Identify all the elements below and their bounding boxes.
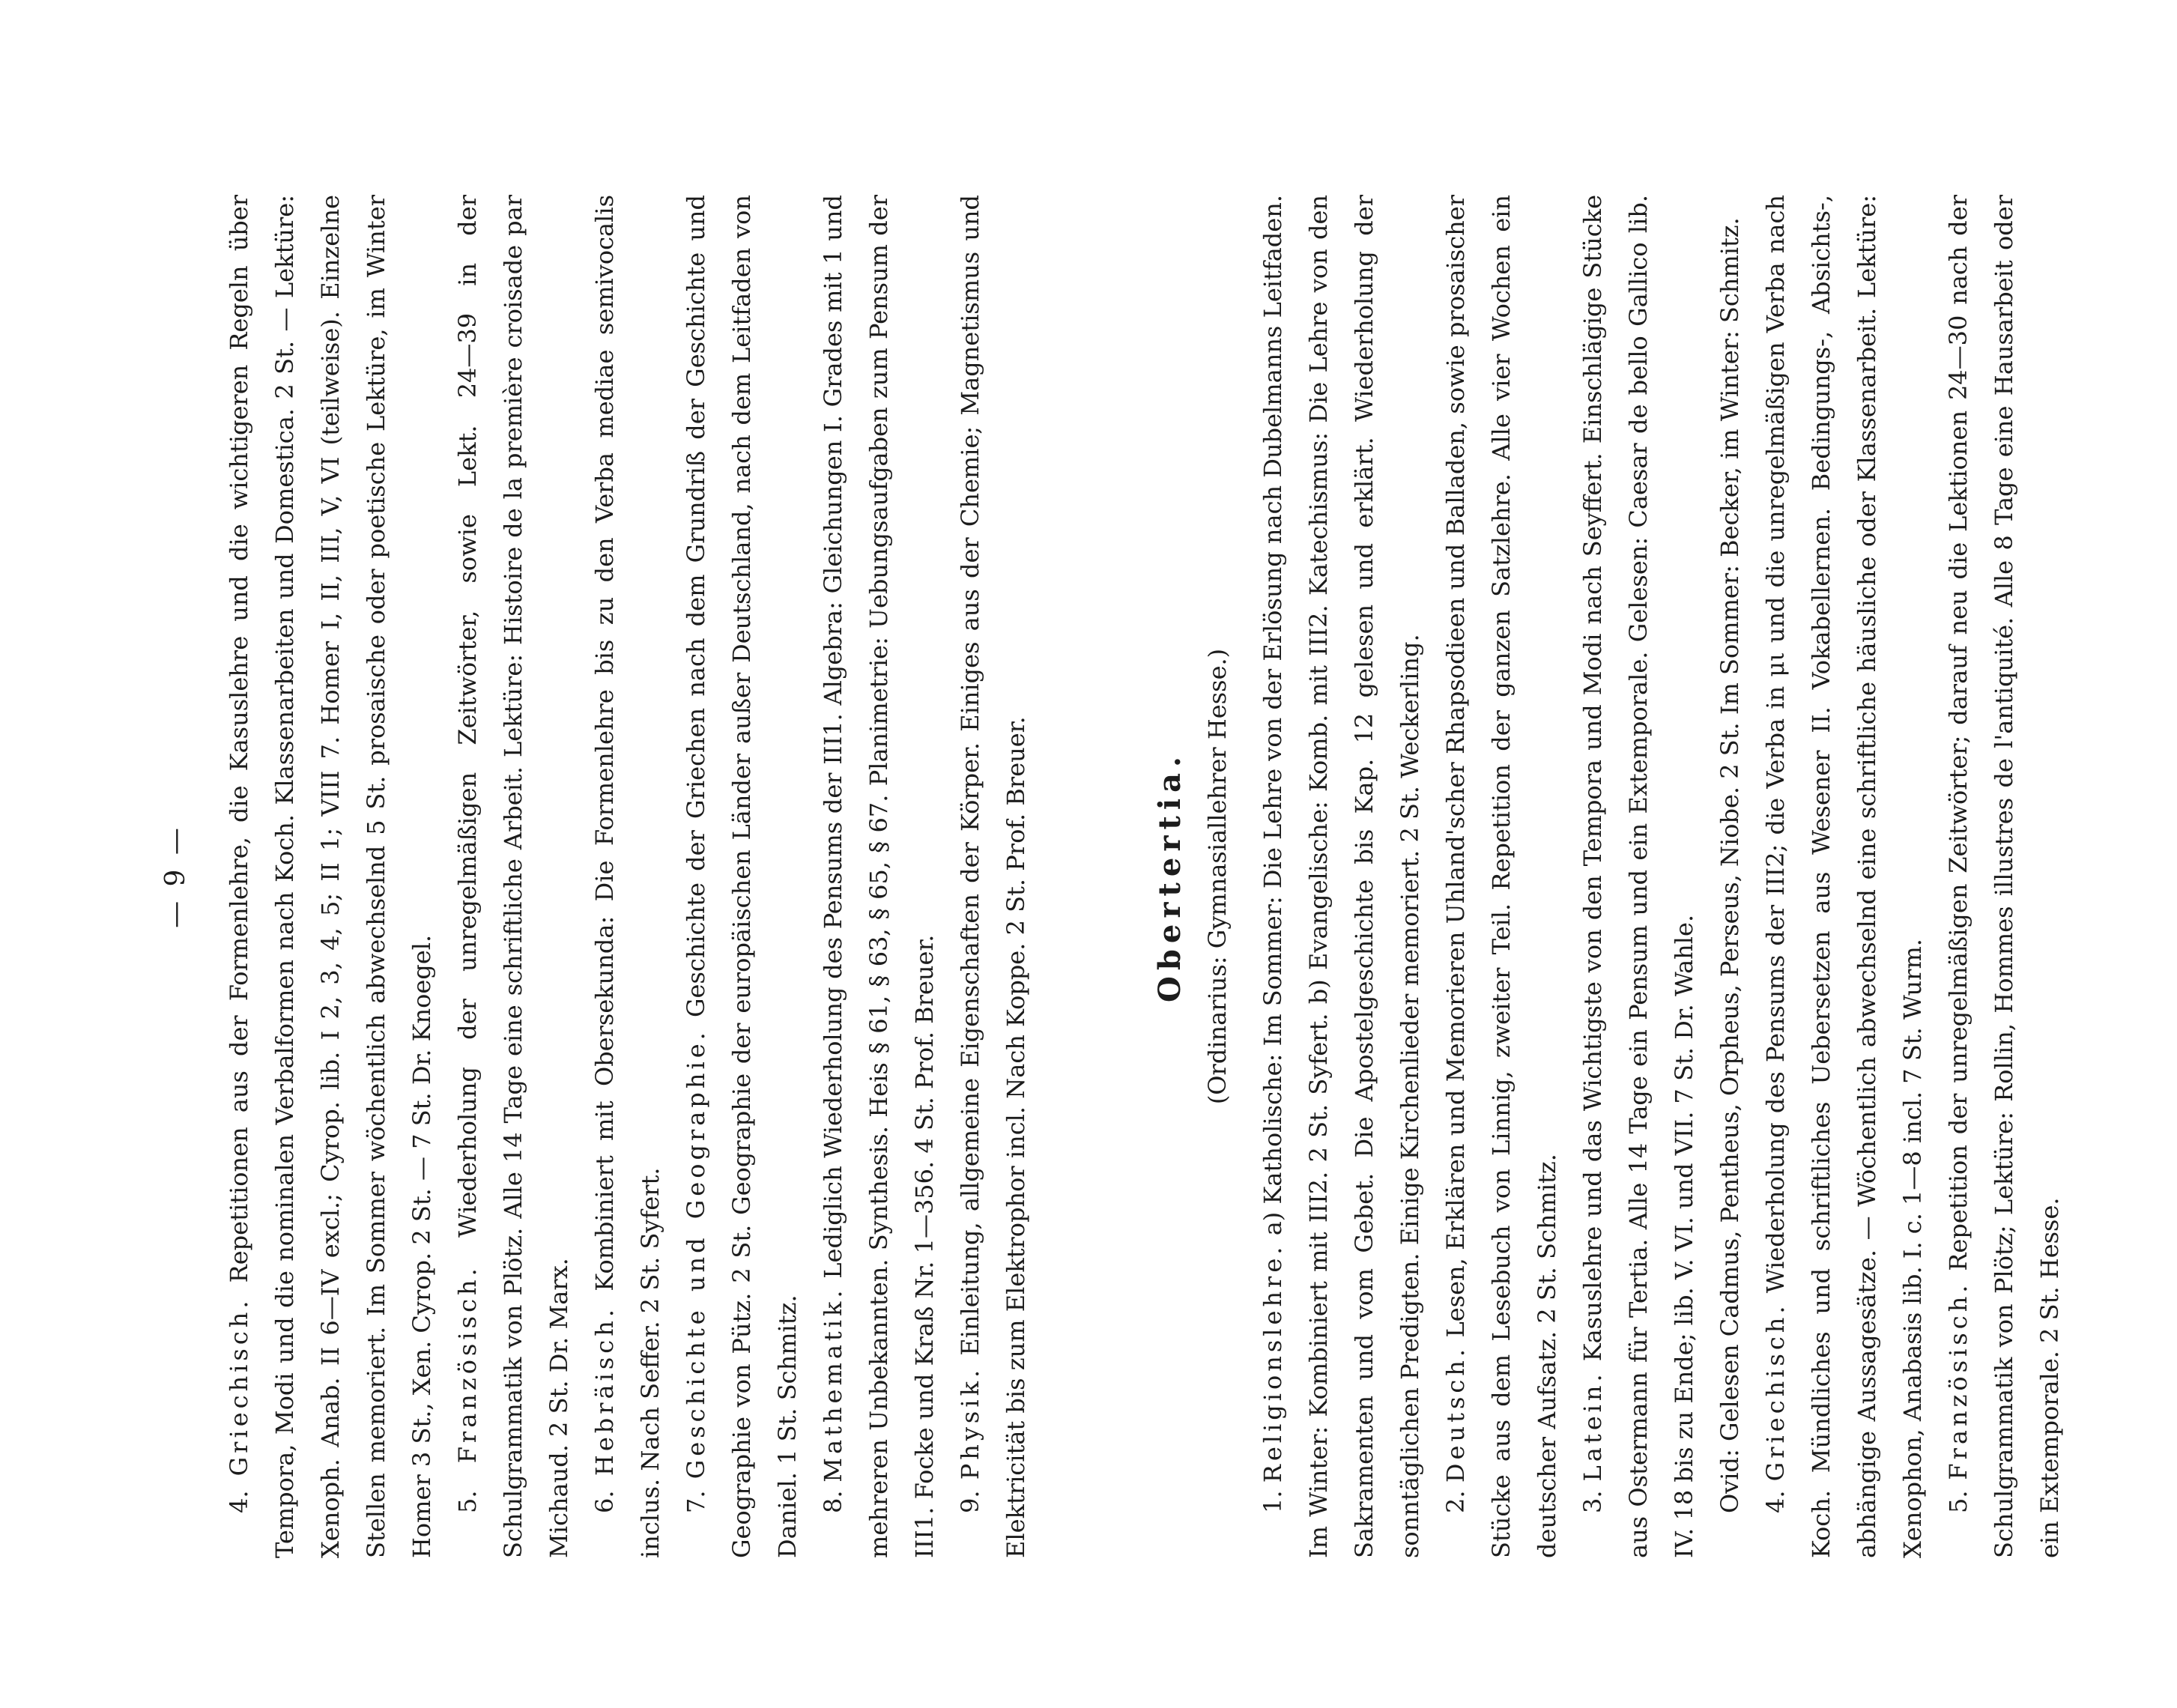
text-column (160, 194, 2064, 1558)
subject-label: Französisch. (1944, 1281, 1972, 1480)
item-history-geography: 7. Geschichte und Geographie. Geschichte der Griechen nach dem Grundriß der Geschichte und Geographie von Pütz. 2 St. Geographie der europäischen Länder außer Deutschland, nach dem Leitfaden von Daniel. 1 St. Schmitz. (682, 194, 802, 1558)
item-german: 2. Deutsch. Lesen, Erklären und Memorieren Uhland'scher Rhapsodieen und Balladen, sowie prosaischer Stücke aus dem Lesebuch von Linnig, zweiter Teil. Repetition der ganzen Satzlehre. Alle vier Wochen ein deutscher Aufsatz. 2 St. Schmitz. (1441, 194, 1561, 1558)
item-french-2: 5. Französisch. Repetition der unregelmäßigen Zeitwörter; darauf neu die Lektionen 24—30 nach der Schulgrammatik von Plötz; Lektüre: Rollin, Hommes illustres de l'antiquité. Alle 8 Tage eine Hausarbeit oder ein Extemporale. 2 St. Hesse. (1944, 194, 2064, 1558)
subject-label: Deutsch. (1441, 1345, 1470, 1483)
subject-label: Französisch. (453, 1265, 482, 1464)
subject-label: Physik. (956, 1366, 984, 1480)
item-greek: 4. Griechisch. Repetitionen aus der Formenlehre, die Kasuslehre und die wichtigeren Regeln über Tempora, Modi und die nominalen Verbalformen nach Koch. Klassenarbeiten und Domestica. 2 St. — Lektüre: Xenoph. Anab. II 6—IV excl.; Cyrop. lib. I 2, 3, 4, 5; II 1; VIII 7. Homer I, II, III, V, VI (teilweise). Einzelne Stellen memoriert. Im Sommer wöchentlich abwechselnd 5 St. prosaische oder poetische Lektüre, im Winter Homer 3 St., Xen. Cyrop. 2 St. — 7 St. Dr. Knoegel. (225, 194, 436, 1558)
item-religion: 1. Religionslehre. a) Katholische: Im Sommer: Die Lehre von der Erlösung nach Dubelmanns Leitfaden. Im Winter: Kombiniert mit III2. 2 St. Syfert. b) Evangelische: Komb. mit III2. Katechismus: Die Lehre von den Sakramenten und vom Gebet. Die Apostelgeschichte bis Kap. 12 gelesen und erklärt. Wiederholung der sonntäglichen Predigten. Einige Kirchenlieder memoriert. 2 St. Weckerling. (1259, 195, 1424, 1558)
item-greek-2: 4. Griechisch. Wiederholung des Pensums der III2; die Verba in μι und die unregelmäßigen Verba nach Koch. Mündliches und schriftliches Uebersetzen aus Wesener II. Vokabellernen. Bedingungs-, Absichts-, abhängige Aussagesätze. — Wöchentlich abwechselnd eine schriftliche häusliche oder Klassenarbeit. Lektüre: Xenophon, Anabasis lib. I. c. 1—8 incl. 7 St. Wurm. (1761, 194, 1927, 1558)
subject-label: Latein. (1578, 1370, 1607, 1482)
item-mathematics: 8. Mathematik. Lediglich Wiederholung des Pensums der III1. Algebra: Gleichungen I. Grades mit 1 und mehreren Unbekannten. Synthesis. Heis § 61, § 63, § 65, § 67. Planimetrie: Uebungsaufgaben zum Pensum der III1. Focke und Kraß Nr. 1—356. 4 St. Prof. Breuer. (819, 194, 939, 1558)
subject-label: Griechisch. (225, 1297, 253, 1477)
item-latin-ovid: Ovid: Gelesen Cadmus, Pentheus, Orpheus, Perseus, Niobe. 2 St. Im Sommer: Becker, im Winter: Schmitz. (1716, 217, 1744, 1513)
section-heading: Obertertia. (1152, 751, 1187, 1002)
subject-label: Hebräisch. (590, 1306, 619, 1477)
item-latin: 3. Latein. Kasuslehre und das Wichtigste von den Tempora und Modi nach Seyffert. Einschlägige Stücke aus Ostermann für Tertia. Alle 14 Tage ein Pensum und ein Extemporale. Gelesen: Caesar de bello Gallico lib. IV. 18 bis zu Ende; lib. V. VI. und VII. 7 St. Dr. Wahle. (1578, 194, 1698, 1558)
subject-label: Mathematik. (819, 1286, 847, 1483)
item-hebrew: 6. Hebräisch. Kombiniert mit Obersekunda: Die Formenlehre bis zu den Verba mediae semivocalis inclus. Nach Seffer. 2 St. Syfert. (590, 194, 664, 1558)
subject-label: Geschichte und Geographie. (682, 1029, 710, 1480)
page-number: — 9 — (160, 825, 191, 928)
item-physics: 9. Physik. Einleitung, allgemeine Eigenschaften der Körper. Einiges aus der Chemie; Magnetismus und Elektricität bis zum Elektrophor incl. Nach Koppe. 2 St. Prof. Breuer. (956, 194, 1030, 1558)
item-french: 5. Französisch. Wiederholung der unregelmäßigen Zeitwörter, sowie Lekt. 24—39 in der Schulgrammatik von Plötz. Alle 14 Tage eine schriftliche Arbeit. Lektüre: Histoire de la première croisade par Michaud. 2 St. Dr. Marx. (453, 194, 573, 1558)
subject-label: Religionslehre. (1259, 1243, 1287, 1483)
subject-label: Griechisch. (1761, 1302, 1790, 1482)
section-subheading: (Ordinarius: Gymnasiallehrer Hesse.) (1203, 648, 1232, 1105)
